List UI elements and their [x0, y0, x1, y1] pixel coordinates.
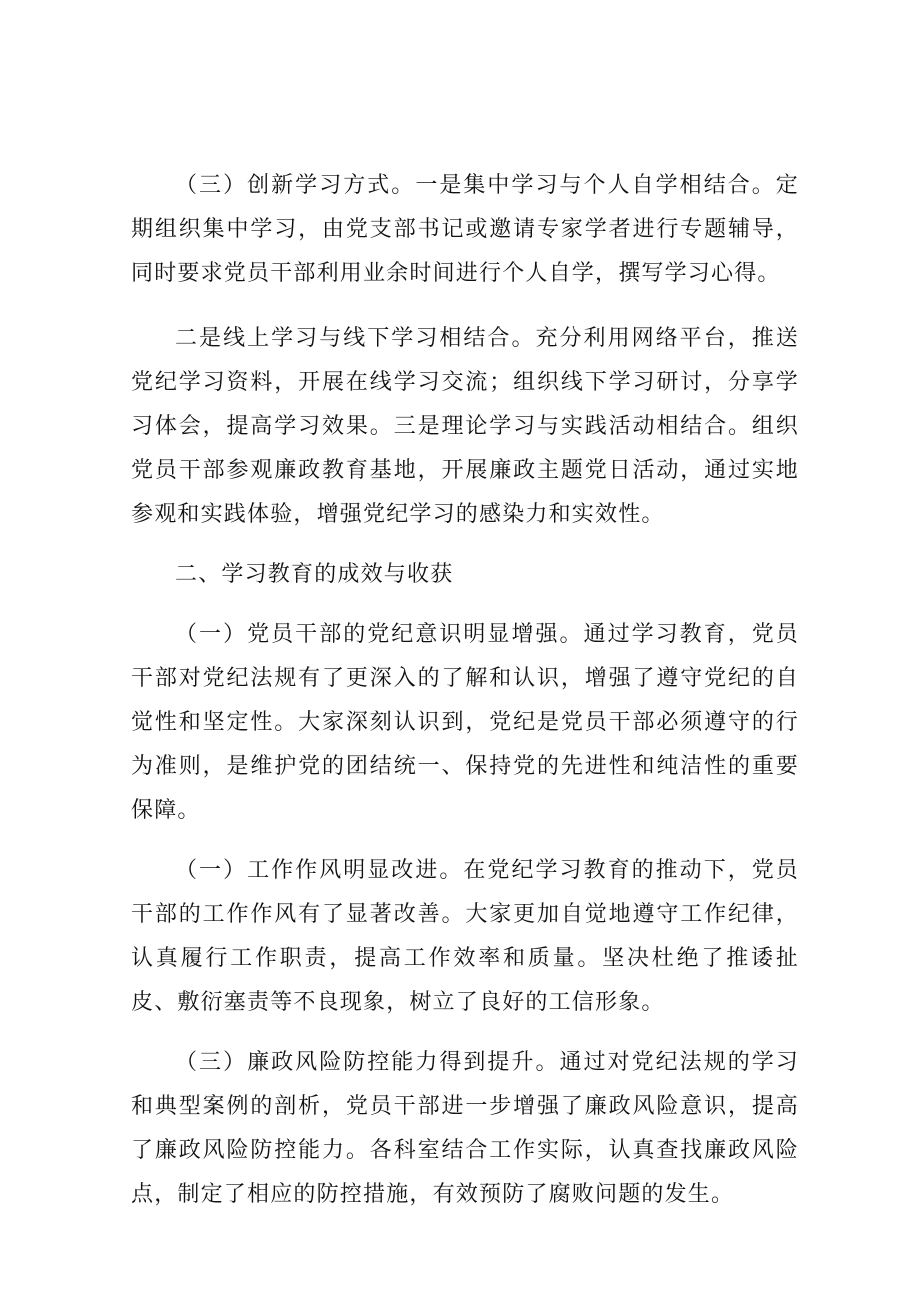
- paragraph-work-style: （一）工作作风明显改进。在党纪学习教育的推动下，党员干部的工作作风有了显著改善。大家更加自觉地遵守工作纪律，认真履行工作职责，提高工作效率和质量。坚决杜绝了推诿扯皮、敷衍塞责等不良现象，树立了良好的工信形象。: [131, 858, 799, 1015]
- document-body: [131, 164, 799, 1217]
- paragraph-innovate-learning-methods: （三）创新学习方式。一是集中学习与个人自学相结合。定期组织集中学习，由党支部书记或邀请专家学者进行专题辅导，同时要求党员干部利用业余时间进行个人自学，撰写学习心得。: [131, 173, 799, 286]
- paragraph-risk-control: （三）廉政风险防控能力得到提升。通过对党纪法规的学习和典型案例的剖析，党员干部进一步增强了廉政风险意识，提高了廉政风险防控能力。各科室结合工作实际，认真查找廉政风险点，制定了相应的防控措施，有效预防了腐败问题的发生。: [131, 1050, 799, 1207]
- section-heading-results: 二、学习教育的成效与收获: [175, 562, 454, 587]
- paragraph-online-offline-learning: 二是线上学习与线下学习相结合。充分利用网络平台，推送党纪学习资料，开展在线学习交流；组织线下学习研讨，分享学习体会，提高学习效果。三是理论学习与实践活动相结合。组织党员干部参观廉政教育基地，开展廉政主题党日活动，通过实地参观和实践体验，增强党纪学习的感染力和实效性。: [131, 326, 799, 527]
- paragraph-discipline-awareness: （一）党员干部的党纪意识明显增强。通过学习教育，党员干部对党纪法规有了更深入的了解和认识，增强了遵守党纪的自觉性和坚定性。大家深刻认识到，党纪是党员干部必须遵守的行为准则，是维护党的团结统一、保持党的先进性和纯洁性的重要保障。: [131, 622, 799, 823]
